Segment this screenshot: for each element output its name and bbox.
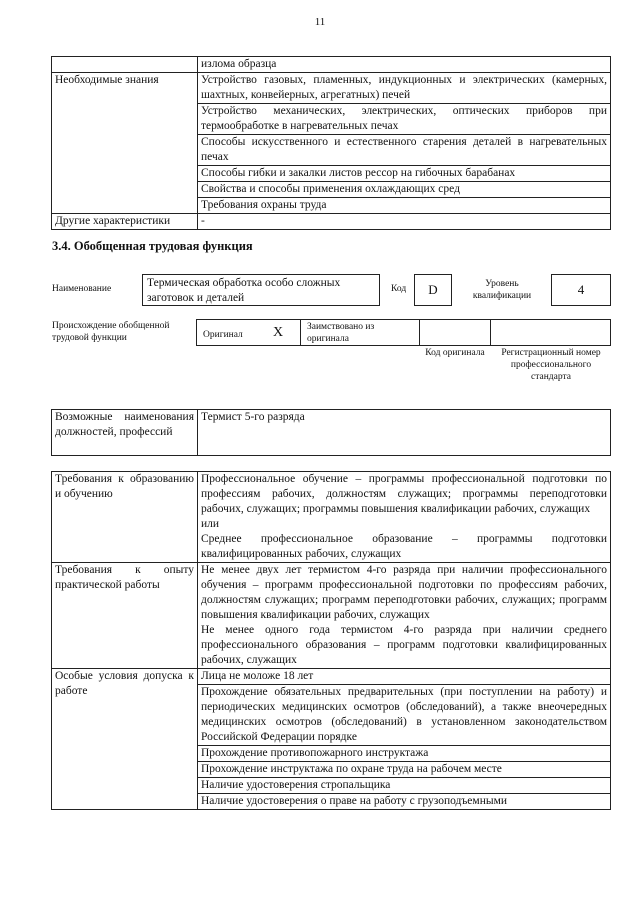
experience-label: Требования к опыту практической работы: [52, 563, 198, 669]
other-characteristics-label: Другие характеристики: [52, 214, 198, 230]
borrowed-cell: Заимствовано из оригинала: [300, 319, 420, 346]
education-or: или: [201, 518, 220, 530]
name-label: Наименование: [52, 284, 112, 294]
code-original-box: [419, 319, 491, 346]
code-original-caption: Код оригинала: [425, 348, 485, 358]
knowledge-item: Требования охраны труда: [198, 198, 611, 214]
positions-label: Возможные наименования должностей, профессий: [52, 410, 198, 456]
code-value: D: [414, 274, 452, 306]
code-label: Код: [391, 284, 407, 294]
reg-number-box: [490, 319, 611, 346]
requirements-table: [51, 471, 611, 810]
knowledge-continuation: излома образца: [198, 57, 611, 73]
special-condition-item: Прохождение инструктажа по охране труда на рабочем месте: [198, 762, 611, 778]
name-value: Термическая обработка особо сложных заготовок и деталей: [142, 274, 380, 306]
special-condition-item: Лица не моложе 18 лет: [198, 669, 611, 685]
original-cell: [196, 319, 301, 346]
education-value-2: Среднее профессиональное образование – программы подготовки квалифицированных рабочих, служащих: [201, 533, 607, 560]
origin-label: Происхождение обобщенной трудовой функции: [52, 321, 170, 343]
education-label: Требования к образованию и обучению: [52, 472, 198, 563]
knowledge-item: Устройство газовых, пламенных, индукционных и электрических (камерных, шахтных, конвейерных, агрегатных) печей: [198, 73, 611, 104]
table-cell: [52, 57, 198, 73]
experience-value: Не менее двух лет термистом 4-го разряда при наличии профессионального обучения – программ профессиональной подготовки по профессиям рабочих, должностям служащих; программ переподготовки рабочих, служащих; программ повышения квалификации рабочих, служащих: [201, 564, 607, 621]
knowledge-item: Способы искусственного и естественного старения деталей в нагревательных печах: [198, 135, 611, 166]
education-value: Профессиональное обучение – программы профессиональной подготовки по профессиям рабочих, должностям служащих; программы переподготовки рабочих, служащих; программы повышения квалификации рабочих, служащих: [201, 473, 607, 515]
special-condition-item: Прохождение противопожарного инструктажа: [198, 746, 611, 762]
other-characteristics-value: -: [198, 214, 611, 230]
level-label: Уровень квалификации: [472, 279, 532, 301]
knowledge-item: Свойства и способы применения охлаждающих сред: [198, 182, 611, 198]
knowledge-item: Способы гибки и закалки листов рессор на гибочных барабанах: [198, 166, 611, 182]
special-conditions-label: Особые условия допуска к работе: [52, 669, 198, 810]
experience-value-2: Не менее одного года термистом 4-го разряда при наличии среднего профессионального образования – программ подготовки квалифицированных рабочих, служащих: [201, 624, 607, 666]
positions-value: Термист 5-го разряда: [198, 410, 611, 456]
experience-cell: [198, 563, 611, 669]
special-condition-item: Наличие удостоверения стропальщика: [198, 778, 611, 794]
knowledge-item: Устройство механических, электрических, оптических приборов при термообработке в нагревательных печах: [198, 104, 611, 135]
knowledge-table: [51, 56, 611, 230]
reg-number-caption: Регистрационный номер профессионального стандарта: [501, 348, 601, 382]
education-cell: [198, 472, 611, 563]
special-condition-item: Прохождение обязательных предварительных (при поступлении на работу) и периодических медицинских осмотров (обследований), а также внеочередных медицинских осмотров (обследований) в установленном законодательством Российской Федерации порядке: [198, 685, 611, 746]
original-label: Оригинал: [203, 330, 243, 340]
section-title: 3.4. Обобщенная трудовая функция: [52, 239, 253, 253]
original-mark: X: [273, 325, 284, 340]
knowledge-label: Необходимые знания: [52, 73, 198, 214]
page-number: 11: [314, 16, 326, 28]
positions-table: [51, 409, 611, 456]
level-value: 4: [551, 274, 611, 306]
special-condition-item: Наличие удостоверения о праве на работу с грузоподъемными: [198, 794, 611, 810]
